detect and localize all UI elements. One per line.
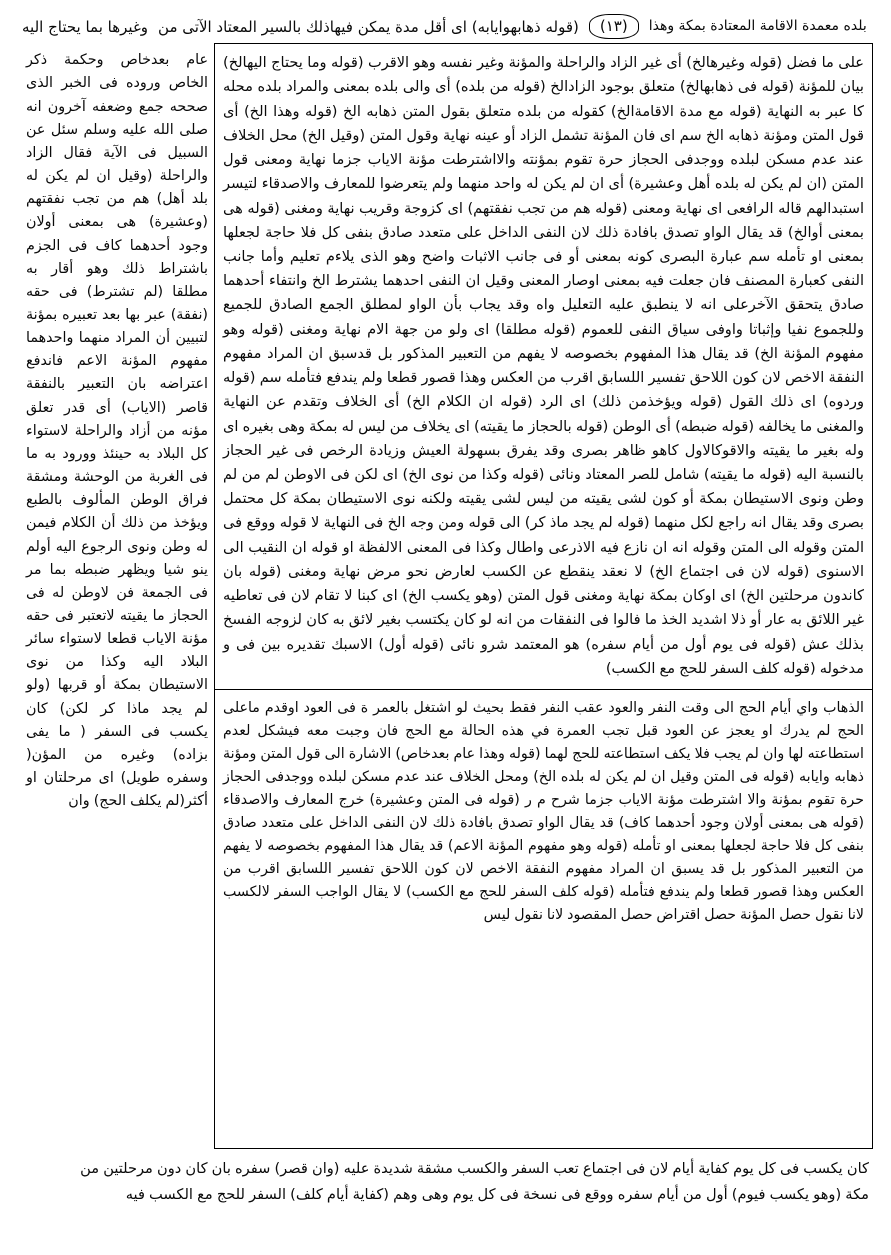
lower-text-region [215, 690, 872, 1148]
page-header [18, 14, 873, 43]
page-body [18, 43, 873, 1149]
footer-line-1: كان يكسب فى كل يوم كفاية أيام لان فى اجتماع تعب السفر والكسب مشقة شديدة عليه (وان قصر) سفره بان كان دون مرحلتين من [80, 1160, 869, 1178]
page-footer [18, 1149, 873, 1206]
header-right-text: وغيرها بما يحتاج اليه [22, 17, 149, 36]
header-center-text: (قوله ذهابهوايابه) اى أقل مدة يمكن فيهاذلك بالسير المعتاد الآتى من [158, 17, 579, 36]
main-text-region [215, 44, 872, 687]
margin-notes-column [18, 43, 214, 1149]
footer-line-2: مكة (وهو يكسب فيوم) أول من أيام سفره ووقع فى نسخة فى كل يوم وهى وهم (كفاية أيام كلف) السفر للحج مع الكسب فيه [125, 1185, 869, 1203]
framed-text-box [214, 43, 873, 1149]
header-left-text: بلده معمدة الاقامة المعتادة بمكة وهذا [648, 18, 867, 35]
lower-commentary-paragraph: الذهاب واي أيام الحج الى وقت النفر والعود عقب النفر فقط بحيث لو اشتغل بالعمر ة فى العود اوقدم ماعلى الحج لم يدرك او يعجز عن العود قبل تجب العمرة في هذه الحالة مع الحج فان وجبت معه فيشكل لعدم استطاعته لها وان لم يجب فلا يكف استطاعته للحج لهما (قوله وهذا عام بعدخاص) الاشارة الى قول المتن ومؤنة ذهابه وايابه (قوله فى المتن وقيل ان لم يكن له بلده الخ) ومحل الخلاف عند عدم مسكن لبلده ووجدفى الحجاز حرة تقوم بمؤنة والا اشترطت مؤنة الاياب جزما شرح م ر (قوله فى المتن وعشيرة) خرج المعارف والاصدقاء (قوله هى بمعنى أولان وجود أحدهما كاف) قد يقال الواو تصدق بافادة ذلك لان النفى الداخل على متعدد صادق بنفى كل فلا حاجة لجعلها بمعنى او تأمله (قوله وهو مفهوم المؤنة الاعم) قد يقال هذا المفهوم بخصوصه لا يفهم من التعبير المذكور بل قد يسبق ان المراد مفهوم النفقة الاخص لان كون اللاحق تفسير اللسابق اقرب من العكس وهذا قصور قطعا ولم يندفع فتأمله (قوله كلف السفر للحج مع الكسب) لا يقال الواجب السفر لالكسب لانا نقول حصل المؤنة حصل اقتراض حصل المقصود لانا نقول ليس [223, 699, 864, 923]
margin-note-paragraph: عام بعدخاص وحكمة ذكر الخاص وروده فى الخبر الذى صححه جمع وضعفه آخرون انه صلى الله عليه وسلم سئل عن السبيل فى الآية فقال الزاد والراحلة (وقيل ان لم يكن له بلد أهل) هم من تجب نفقتهم (وعشيرة) هى بمعنى أولان وجود أحدهما كاف فى الجزم باشتراط ذلك وهو أقار به مطلقا (لم تشترط) فى حقه (نفقة) عبر بها بعد تعبيره بمؤنة لتبيين أن المراد منهما واحدهما مفهوم المؤنة الاعم فاندفع اعتراضه بان التعبير بالنفقة قاصر (الاياب) أى قدر تعلق مؤنه من أزاد والراحلة لاستواء كل البلاد به حينئذ وورود به ما فى الغربة من الوحشة ومشقة فراق الوطن المألوف بالطبع ويؤخذ من ذلك أن الكلام فيمن له وطن ونوى الرجوع اليه أولم ينو شيا ويظهر ضبطه بما مر فى الجمعة فن لاوطن له فى الحجاز ما يقيته لاتعتبر فى حقه مؤنة الاياب قطعا لاستواء سائر البلاد اليه وكذا من نوى الاستيطان بمكة أو قربها (ولو لم يجد ماذا كر لكن) كان يكسب فى السفر ( ما يفى بزاده) وغيره من المؤن( وسفره طويل) اى مرحلتان او أكثر(لم يكلف الحج) وان [26, 52, 208, 810]
main-commentary-paragraph: على ما فضل (قوله وغيرهالخ) أى غير الزاد والراحلة والمؤنة وغير نفسه وهو الاقرب (قوله وما يحتاج اليهالخ) بيان للمؤنة (قوله فى ذهابهالخ) متعلق بوجود الزادالخ (قوله من بلده) أى والى بلده بمعنى والمراد بلده محله كا عبر به النهاية (قوله مع مدة الاقامةالخ) كقوله من بلده متعلق بقول المتن ذهابه الخ (قوله وهذا الخ) أى قول المتن ومؤنة ذهابه الخ سم اى فان المؤنة تشمل الزاد أو عينه نهاية وقول المتن (وقيل الخ) محل الخلاف عند عدم مسكن لبلده ووجدفى الحجاز حرة تقوم بمؤنته والااشترطت مؤنة الاياب جزما نهاية ومعنى قول المتن (ان لم يكن له بلده أهل وعشيرة) أى ان لم يكن له واحد منهما ولم يتعرضوا للمعارف والاصدقاء لتيسر استبدالهم قاله الرافعى اى نهاية ومعنى (قوله هم من تجب نفقتهم) اى كزوجة وقريب نهاية ومغنى (قوله هى بمعنى أوالخ) قد يقال الواو تصدق بافادة ذلك لان النفى الداخل على متعدد صادق بنفى كل فلا حاجة لجعلها بمعنى او تأمله سم عبارة البصرى كونه بمعنى أو فى جانب الاثبات واضح وهو الذى يلاءم تعليم وأما جانب النفى كعبارة المصنف فان جعلت فيه بمعنى اوصار المعنى وقيل ان النفى احدهما يشترط الخ وانتفاء أحدهما صادق يتحقق الآخرعلى انه لا ينطبق عليه التعليل واه وقد يجاب بأن الواو لمطلق الجمع الصادق للجميع وللجموع نفيا وإثباتا واوفى سياق النفى للعموم (قوله مطلقا) اى ولو من جهة الام نهاية ومغنى (قوله وهو مفهوم المؤنة الخ) قد يقال هذا المفهوم بخصوصه لا يفهم من التعبير المذكور بل قدسبق ان المراد مفهوم النفقة الاخص لان كون اللاحق تفسير اللسابق اقرب من العكس وهذا قصور قطعا ولم يندفع فتأمله سم (قوله وردوه) اى ذلك القول (قوله ويؤخذمن ذلك) اى الرد (قوله ان الكلام الخ) أى الخلاف وتقدم عن النهاية والمغنى ما يخالفه (قوله ضبطه) أى الوطن (قوله بالحجاز ما يقيته) اى يخلاف من ليس له بمكة وهى بغيره اى وله بغير ما يقيته والاقوكالاول كاهو ظاهر بصرى وقد يفرق بسهولة العيش وزيادة الرخص فى غير الحجاز بالنسبة اليه (قوله ما يقيته) شامل للصر المعتاد ونائى (قوله وكذا من نوى الخ) اى لكن فى الاوطن لم من لم وطن ونوى الاستيطان بمكة أو كون لشى يقيته من ليس لشى يقيته ولكنه نوى الاستيطان بمكة كل محتمل بصرى وقد يقال انه راجع لكل منهما (قوله لم يجد ماذ كر) الى قوله ومن وجه الخ فى النهاية لا قوله ووقع فى المتن وقوله الى المتن وقوله انه ان نازع فيه الاذرعى واطال وكذا فى المعنى الالفظة او قوله ان النقيب الى الاسنوى (قوله لان فى اجتماع الخ) لا نعقد ينقطع عن الكسب لعارض نحو مرض نهاية ومغنى (قوله بان كاندون مرحلتين الخ) اى اوكان بمكة نهاية ومغنى قول المتن (وهو يكسب الخ) اى كبنا لا تقام لان فى تعاطيه غير اللائق به عار أو ذلا اشديد الخذ ما فالوا فى النفقات من انه لو كان يكتسب بغير لائق به كان لزوجه الفسخ بذلك عش (قوله فى يوم أول من أيام سفره) هو المعتمد شرو نائى (قوله أول) الاسبك تقديره بين فى و مدخوله (قوله كلف السفر للحج مع الكسب) [223, 54, 864, 677]
page-number-badge: (١٣) [589, 14, 639, 39]
